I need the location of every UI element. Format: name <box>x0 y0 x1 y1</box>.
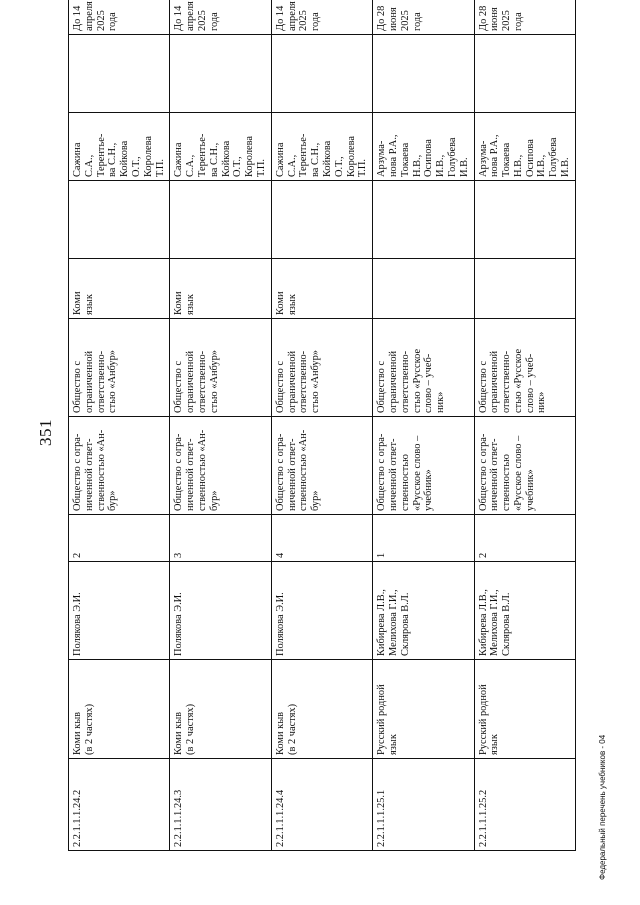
textbook-table <box>68 0 576 851</box>
cell-empty <box>474 181 575 259</box>
table-row <box>170 0 271 851</box>
cell-developer: Общество с ограниченной ответственно- стью «Анбур» <box>69 319 170 417</box>
cell-authors: Кибирева Л.В., Мелихова Г.И., Склярова В.Л. <box>373 562 474 660</box>
cell-code: 2.2.1.1.1.24.3 <box>170 759 271 851</box>
cell-authors: Полякова Э.И. <box>271 562 372 660</box>
footer-text: Федеральный перечень учебников - 04 <box>598 734 607 880</box>
cell-title: Коми кыв (в 2 частях) <box>69 660 170 759</box>
table-row <box>69 0 170 851</box>
cell-code: 2.2.1.1.1.25.1 <box>373 759 474 851</box>
table-row <box>271 0 372 851</box>
cell-language: Коми язык <box>69 259 170 319</box>
cell-deadline: До 14 апреля 2025 года <box>170 0 271 35</box>
page-number: 351 <box>36 419 55 446</box>
cell-grade: 2 <box>474 515 575 562</box>
cell-developer: Общество с ограниченной ответственно- стью «Анбур» <box>271 319 372 417</box>
cell-title: Русский родной язык <box>373 660 474 759</box>
cell-authors: Кибирева Л.В., Мелихова Г.И., Склярова В.Л. <box>474 562 575 660</box>
cell-code: 2.2.1.1.1.24.4 <box>271 759 372 851</box>
cell-language: Коми язык <box>271 259 372 319</box>
cell-blank <box>170 35 271 113</box>
cell-publisher: Общество с огра- ниченной ответ- ственностью «Ан- бур» <box>170 417 271 515</box>
cell-language: Коми язык <box>170 259 271 319</box>
cell-grade: 2 <box>69 515 170 562</box>
cell-experts: Арзума- нова Р.А., Токаева Н.В., Осипова И.В., Голубева И.В. <box>373 113 474 181</box>
cell-deadline: До 14 апреля 2025 года <box>69 0 170 35</box>
cell-empty <box>170 181 271 259</box>
cell-developer: Общество с ограниченной ответственно- стью «Анбур» <box>170 319 271 417</box>
cell-experts: Сажина С.А., Терентье- ва С.Н., Койкова О.Т., Королева Т.П. <box>271 113 372 181</box>
cell-deadline: До 28 июня 2025 года <box>373 0 474 35</box>
cell-experts: Сажина С.А., Терентье- ва С.Н., Койкова О.Т., Королева Т.П. <box>170 113 271 181</box>
cell-developer: Общество с ограниченной ответственно- стью «Русское слово – учеб- ник» <box>373 319 474 417</box>
cell-experts: Арзума- нова Р.А., Токаева Н.В., Осипова И.В., Голубева И.В. <box>474 113 575 181</box>
cell-language <box>474 259 575 319</box>
cell-authors: Полякова Э.И. <box>69 562 170 660</box>
cell-title: Русский родной язык <box>474 660 575 759</box>
cell-empty <box>69 181 170 259</box>
cell-publisher: Общество с огра- ниченной ответ- ственностью «Ан- бур» <box>271 417 372 515</box>
table-row <box>373 0 474 851</box>
cell-grade: 3 <box>170 515 271 562</box>
cell-empty <box>373 181 474 259</box>
cell-experts: Сажина С.А., Терентье- ва С.Н., Койкова О.Т., Королева Т.П. <box>69 113 170 181</box>
rotated-table-wrapper <box>68 1 573 851</box>
cell-developer: Общество с ограниченной ответственно- стью «Русское слово – учеб- ник» <box>474 319 575 417</box>
cell-publisher: Общество с огра- ниченной ответ- ственностью «Русское слово – учебник» <box>474 417 575 515</box>
cell-deadline: До 28 июня 2025 года <box>474 0 575 35</box>
cell-grade: 1 <box>373 515 474 562</box>
cell-code: 2.2.1.1.1.25.2 <box>474 759 575 851</box>
cell-blank <box>474 35 575 113</box>
cell-title: Коми кыв (в 2 частях) <box>170 660 271 759</box>
cell-blank <box>271 35 372 113</box>
cell-blank <box>69 35 170 113</box>
cell-title: Коми кыв (в 2 частях) <box>271 660 372 759</box>
cell-blank <box>373 35 474 113</box>
cell-publisher: Общество с огра- ниченной ответ- ственностью «Ан- бур» <box>69 417 170 515</box>
cell-publisher: Общество с огра- ниченной ответ- ственностью «Русское слово – учебник» <box>373 417 474 515</box>
cell-authors: Полякова Э.И. <box>170 562 271 660</box>
cell-empty <box>271 181 372 259</box>
cell-deadline: До 14 апреля 2025 года <box>271 0 372 35</box>
cell-language <box>373 259 474 319</box>
cell-code: 2.2.1.1.1.24.2 <box>69 759 170 851</box>
table-row <box>474 0 575 851</box>
cell-grade: 4 <box>271 515 372 562</box>
